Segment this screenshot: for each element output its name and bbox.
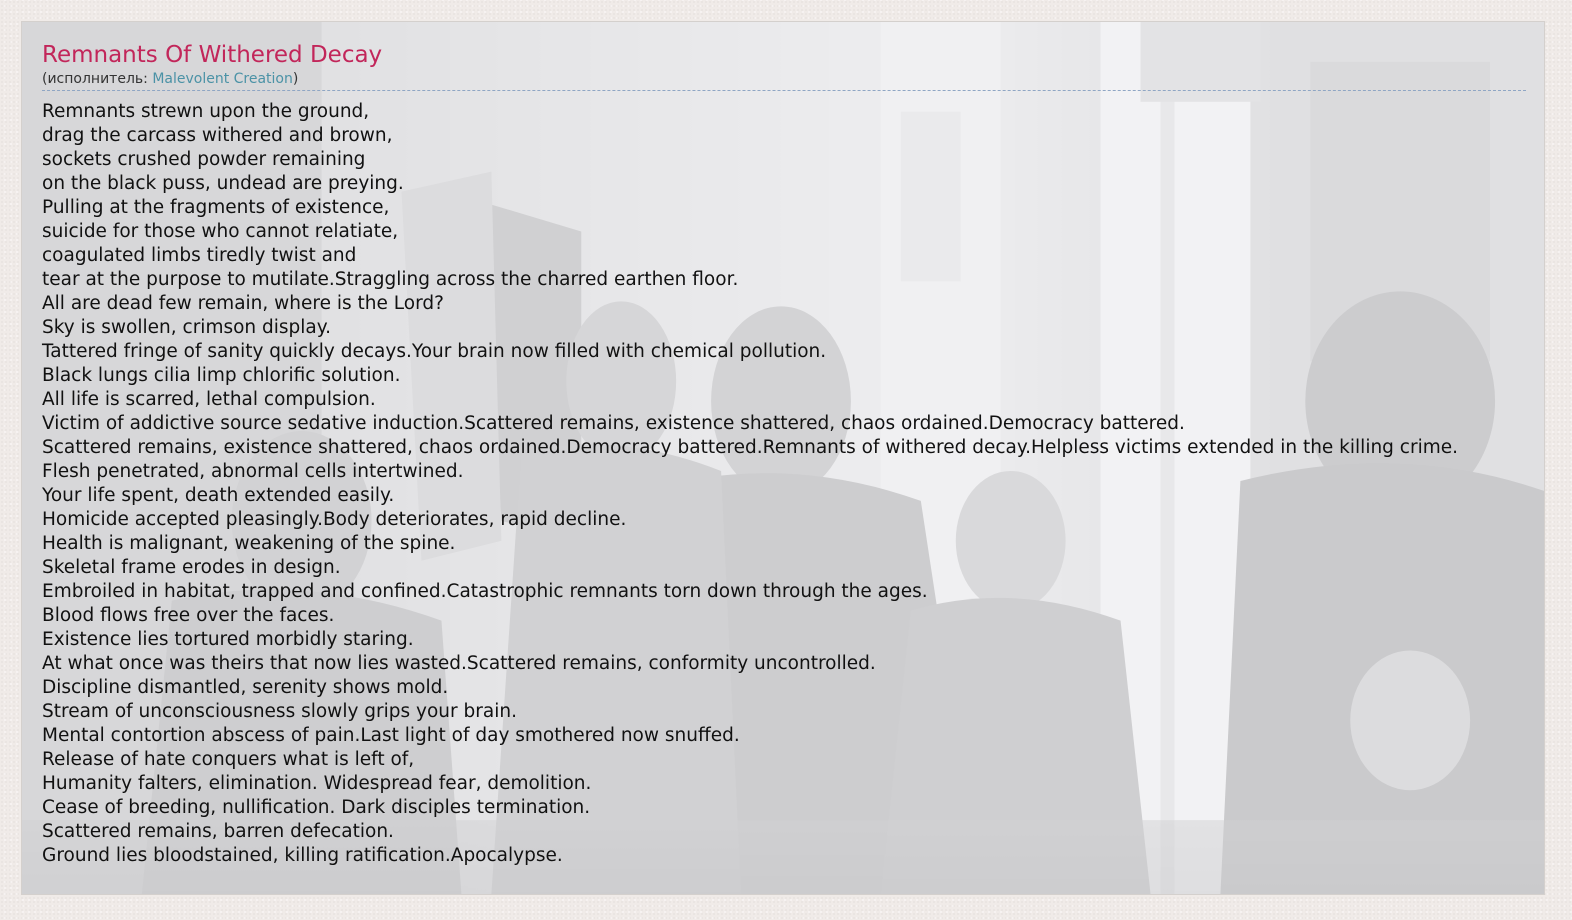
- lyric-line: Black lungs cilia limp chlorific solution.: [42, 365, 401, 386]
- lyric-line: Ground lies bloodstained, killing ratification.Apocalypse.: [42, 845, 563, 866]
- lyric-line: coagulated limbs tiredly twist and: [42, 245, 357, 266]
- lyric-line: Skeletal frame erodes in design.: [42, 557, 341, 578]
- lyric-line: Tattered fringe of sanity quickly decays.Your brain now filled with chemical pollution.: [42, 341, 827, 362]
- lyric-line: All are dead few remain, where is the Lord?: [42, 293, 444, 314]
- lyric-line: drag the carcass withered and brown,: [42, 125, 393, 146]
- lyric-line: Mental contortion abscess of pain.Last light of day smothered now snuffed.: [42, 725, 740, 746]
- lyric-line: Scattered remains, existence shattered, chaos ordained.Democracy battered.Remnants of withered decay.Helpless victims extended in the killing crime.: [42, 437, 1459, 458]
- lyric-line: Embroiled in habitat, trapped and confined.Catastrophic remnants torn down through the ages.: [42, 581, 928, 602]
- artist-suffix: ): [292, 71, 299, 87]
- lyric-line: Flesh penetrated, abnormal cells intertwined.: [42, 461, 464, 482]
- lyric-line: Blood flows free over the faces.: [42, 605, 335, 626]
- lyric-line: Stream of unconsciousness slowly grips your brain.: [42, 701, 517, 722]
- lyric-line: Humanity falters, elimination. Widespread fear, demolition.: [42, 773, 592, 794]
- lyrics-content: [22, 22, 1544, 868]
- lyric-line: sockets crushed powder remaining: [42, 149, 366, 170]
- lyric-line: Remnants strewn upon the ground,: [42, 101, 370, 122]
- song-title: Remnants Of Withered Decay: [42, 42, 383, 68]
- lyrics-text: [42, 100, 1524, 868]
- lyric-line: Release of hate conquers what is left of,: [42, 749, 415, 770]
- lyric-line: Existence lies tortured morbidly staring.: [42, 629, 414, 650]
- lyric-line: All life is scarred, lethal compulsion.: [42, 389, 376, 410]
- lyric-line: Victim of addictive source sedative induction.Scattered remains, existence shattered, chaos ordained.Democracy battered.: [42, 413, 1185, 434]
- artist-link[interactable]: Malevolent Creation: [152, 71, 293, 87]
- lyric-line: At what once was theirs that now lies wasted.Scattered remains, conformity uncontrolled.: [42, 653, 876, 674]
- lyric-line: Scattered remains, barren defecation.: [42, 821, 394, 842]
- lyric-line: on the black puss, undead are preying.: [42, 173, 404, 194]
- lyric-line: tear at the purpose to mutilate.Straggling across the charred earthen floor.: [42, 269, 739, 290]
- artist-line: [42, 70, 1526, 91]
- lyric-line: Homicide accepted pleasingly.Body deteriorates, rapid decline.: [42, 509, 627, 530]
- lyric-line: Sky is swollen, crimson display.: [42, 317, 331, 338]
- lyric-line: Cease of breeding, nullification. Dark disciples termination.: [42, 797, 591, 818]
- artist-prefix: (исполнитель:: [42, 71, 153, 87]
- lyric-line: Pulling at the fragments of existence,: [42, 197, 390, 218]
- lyric-line: Health is malignant, weakening of the spine.: [42, 533, 456, 554]
- lyric-line: Your life spent, death extended easily.: [42, 485, 395, 506]
- lyric-line: suicide for those who cannot relatiate,: [42, 221, 399, 242]
- lyric-line: Discipline dismantled, serenity shows mold.: [42, 677, 449, 698]
- lyrics-card: [21, 21, 1545, 895]
